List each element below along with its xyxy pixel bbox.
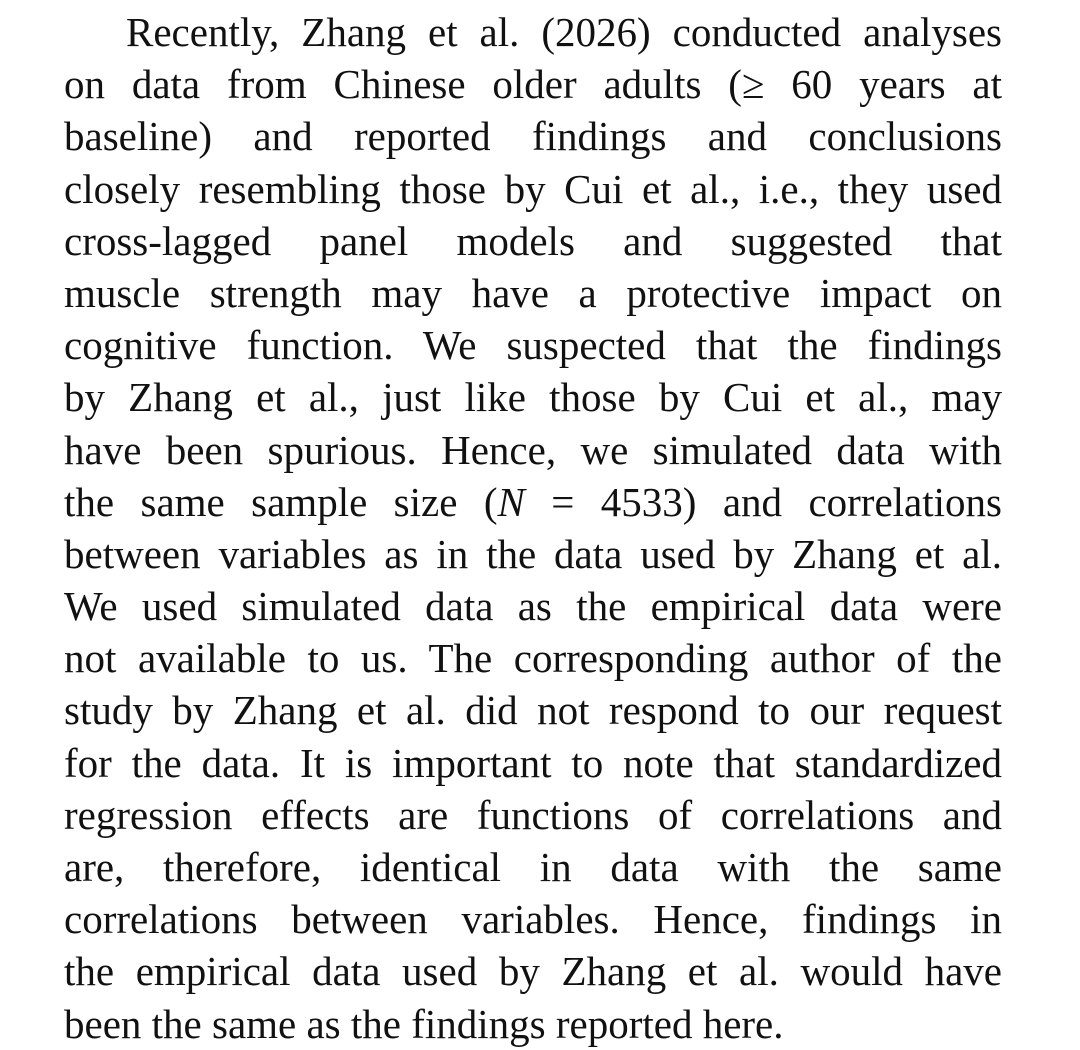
text-line-12: We used simulated data as the empirical data were	[64, 583, 1002, 630]
sample-size-symbol: N	[497, 478, 525, 525]
text-line-19: the empirical data used by Zhang et al. would have	[64, 948, 1002, 995]
text-line-1: Recently, Zhang et al. (2026) conducted analyses	[126, 9, 1002, 55]
text-line-13: not available to us. The corresponding author of the	[64, 635, 1002, 682]
text-line-15: for the data. It is important to note that standardized	[64, 739, 1002, 786]
text-line-10-before: the same sample size (	[64, 478, 498, 525]
text-line-5: cross-lagged panel models and suggested that	[64, 217, 1002, 264]
text-line-17: are, therefore, identical in data with the same	[64, 844, 1002, 890]
text-line-4: closely resembling those by Cui et al., i.e., they used	[64, 165, 1002, 212]
body-paragraph	[64, 6, 1002, 1050]
text-line-8: by Zhang et al., just like those by Cui et al., may	[64, 374, 1002, 421]
text-line-16: regression effects are functions of correlations and	[64, 791, 1002, 838]
text-line-14: study by Zhang et al. did not respond to our request	[64, 687, 1002, 734]
text-line-18: correlations between variables. Hence, findings in	[64, 896, 1002, 943]
text-line-10	[64, 476, 1002, 528]
text-line-9: have been spurious. Hence, we simulated data with	[64, 426, 1002, 473]
text-line-3: baseline) and reported findings and conclusions	[64, 113, 1002, 160]
text-line-2: on data from Chinese older adults (≥ 60 years at	[64, 61, 1002, 108]
text-line-7: cognitive function. We suspected that the findings	[64, 322, 1002, 369]
text-line-20: been the same as the findings reported here.	[64, 1000, 784, 1047]
text-line-6: muscle strength may have a protective impact on	[64, 269, 1002, 316]
text-line-10-after: = 4533) and correlations	[524, 478, 1002, 525]
text-line-11: between variables as in the data used by Zhang et al.	[64, 530, 1002, 577]
